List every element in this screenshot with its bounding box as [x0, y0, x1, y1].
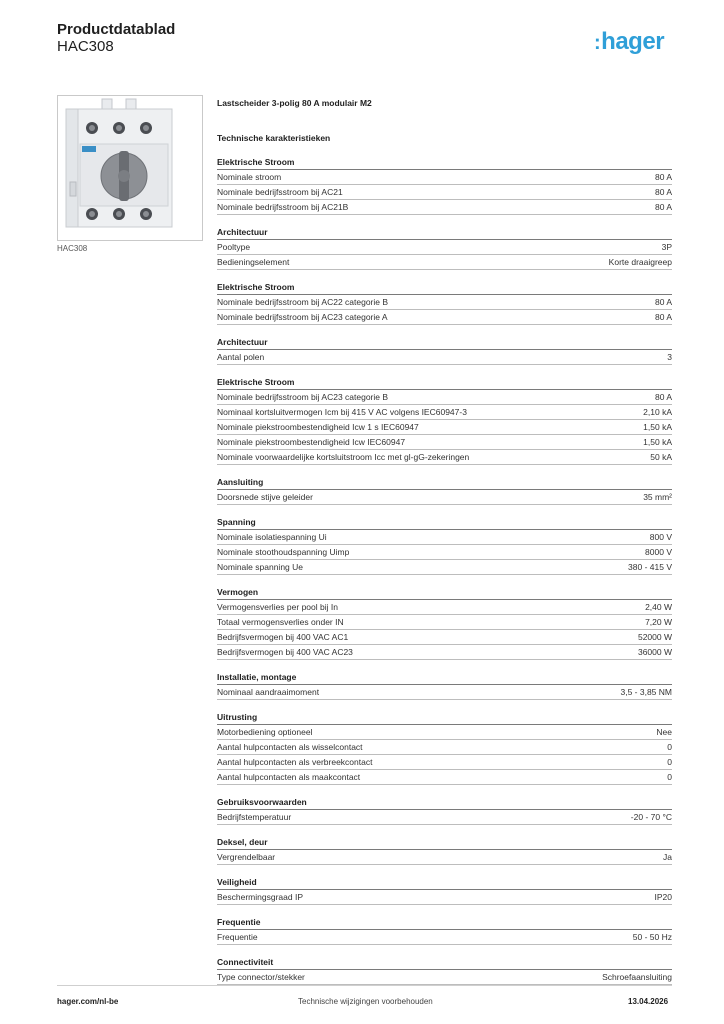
spec-value: Schroefaansluiting	[602, 972, 672, 982]
spec-row	[217, 685, 672, 700]
spec-label: Aantal hulpcontacten als wisselcontact	[217, 742, 363, 752]
spec-label: Aantal hulpcontacten als verbreekcontact	[217, 757, 373, 767]
spec-label: Aantal polen	[217, 352, 265, 362]
spec-label: Bedrijfsvermogen bij 400 VAC AC1	[217, 632, 349, 642]
spec-value: 80 A	[654, 202, 672, 212]
spec-row	[217, 450, 672, 465]
section-title: Elektrische Stroom	[217, 375, 672, 390]
spec-content	[217, 96, 672, 985]
spec-section	[217, 710, 672, 785]
disconnect-switch-photo	[58, 96, 202, 240]
spec-section	[217, 795, 672, 825]
spec-value: 80 A	[654, 187, 672, 197]
spec-value: 50 - 50 Hz	[632, 932, 672, 942]
footer-date: 13.04.2026	[628, 997, 669, 1006]
spec-label: Aantal hulpcontacten als maakcontact	[217, 772, 361, 782]
spec-row	[217, 240, 672, 255]
spec-label: Nominale bedrijfsstroom bij AC23 categorie B	[217, 392, 389, 402]
spec-label: Totaal vermogensverlies onder IN	[217, 617, 344, 627]
spec-label: Type connector/stekker	[217, 972, 305, 982]
footer-disclaimer: Technische wijzigingen voorbehouden	[298, 997, 433, 1006]
spec-label: Nominale isolatiespanning Ui	[217, 532, 327, 542]
section-title: Gebruiksvoorwaarden	[217, 795, 672, 810]
spec-row	[217, 255, 672, 270]
spec-value: 80 A	[654, 392, 672, 402]
section-title: Vermogen	[217, 585, 672, 600]
spec-row	[217, 755, 672, 770]
spec-section	[217, 670, 672, 700]
spec-label: Nominale bedrijfsstroom bij AC21	[217, 187, 343, 197]
spec-label: Nominale bedrijfsstroom bij AC21B	[217, 202, 349, 212]
section-title: Veiligheid	[217, 875, 672, 890]
spec-label: Bedrijfsvermogen bij 400 VAC AC23	[217, 647, 353, 657]
spec-row	[217, 185, 672, 200]
product-image	[57, 95, 203, 241]
spec-label: Nominale piekstroombestendigheid Icw 1 s IEC60947	[217, 422, 419, 432]
spec-section	[217, 915, 672, 945]
section-title: Aansluiting	[217, 475, 672, 490]
spec-row	[217, 930, 672, 945]
hager-logo: :hager	[594, 28, 665, 55]
spec-row	[217, 490, 672, 505]
spec-value: 36000 W	[637, 647, 672, 657]
spec-value: 0	[667, 742, 672, 752]
spec-value: 380 - 415 V	[628, 562, 672, 572]
section-title: Spanning	[217, 515, 672, 530]
spec-value: 0	[667, 772, 672, 782]
spec-row	[217, 615, 672, 630]
spec-value: Korte draaigreep	[608, 257, 672, 267]
spec-value: 7,20 W	[645, 617, 672, 627]
footer-website: hager.com/nl-be	[57, 997, 119, 1006]
spec-row	[217, 545, 672, 560]
spec-label: Vermogensverlies per pool bij In	[217, 602, 338, 612]
spec-row	[217, 530, 672, 545]
spec-row	[217, 295, 672, 310]
spec-value: -20 - 70 °C	[630, 812, 672, 822]
spec-label: Pooltype	[217, 242, 251, 252]
spec-section	[217, 835, 672, 865]
spec-value: Ja	[663, 852, 672, 862]
spec-label: Nominale stroom	[217, 172, 282, 182]
section-title: Installatie, montage	[217, 670, 672, 685]
spec-section	[217, 515, 672, 575]
spec-row	[217, 170, 672, 185]
spec-value: 800 V	[649, 532, 672, 542]
spec-value: 3,5 - 3,85 NM	[620, 687, 672, 697]
section-title: Deksel, deur	[217, 835, 672, 850]
spec-value: 52000 W	[637, 632, 672, 642]
spec-row	[217, 890, 672, 905]
footer-divider	[57, 985, 672, 986]
spec-row	[217, 740, 672, 755]
spec-row	[217, 420, 672, 435]
spec-label: Bedrijfstemperatuur	[217, 812, 292, 822]
spec-section	[217, 280, 672, 325]
spec-sections	[217, 155, 672, 985]
spec-row	[217, 310, 672, 325]
spec-label: Nominaal kortsluitvermogen Icm bij 415 V AC volgens IEC60947-3	[217, 407, 467, 417]
section-title: Connectiviteit	[217, 955, 672, 970]
spec-section	[217, 475, 672, 505]
spec-value: 0	[667, 757, 672, 767]
section-title: Architectuur	[217, 225, 672, 240]
spec-value: 3P	[661, 242, 672, 252]
spec-value: IP20	[654, 892, 672, 902]
product-code: HAC308	[57, 38, 114, 55]
section-title: Elektrische Stroom	[217, 155, 672, 170]
tech-characteristics-title: Technische karakteristieken	[217, 133, 331, 143]
section-title: Elektrische Stroom	[217, 280, 672, 295]
page-title: Productdatablad	[57, 21, 176, 38]
logo-text: hager	[601, 28, 665, 55]
spec-row	[217, 560, 672, 575]
product-image-caption: HAC308	[57, 244, 88, 253]
spec-label: Nominale piekstroombestendigheid Icw IEC60947	[217, 437, 406, 447]
spec-value: 8000 V	[645, 547, 672, 557]
spec-label: Nominale spanning Ue	[217, 562, 303, 572]
spec-section	[217, 335, 672, 365]
spec-value: 2,40 W	[645, 602, 672, 612]
spec-row	[217, 970, 672, 985]
spec-row	[217, 645, 672, 660]
spec-section	[217, 225, 672, 270]
spec-label: Vergrendelbaar	[217, 852, 276, 862]
spec-row	[217, 850, 672, 865]
spec-label: Nominale voorwaardelijke kortsluitstroom Icc met gl-gG-zekeringen	[217, 452, 470, 462]
spec-label: Doorsnede stijve geleider	[217, 492, 313, 502]
spec-value: 80 A	[654, 297, 672, 307]
spec-label: Nominale bedrijfsstroom bij AC23 categorie A	[217, 312, 388, 322]
spec-label: Nominale stoothoudspanning Uimp	[217, 547, 350, 557]
spec-section	[217, 585, 672, 660]
spec-row	[217, 390, 672, 405]
spec-row	[217, 405, 672, 420]
section-title: Architectuur	[217, 335, 672, 350]
spec-row	[217, 200, 672, 215]
spec-value: 80 A	[654, 312, 672, 322]
spec-label: Bedieningselement	[217, 257, 290, 267]
spec-value: Nee	[656, 727, 672, 737]
spec-value: 3	[667, 352, 672, 362]
spec-value: 1,50 kA	[643, 422, 672, 432]
spec-row	[217, 600, 672, 615]
spec-value: 1,50 kA	[643, 437, 672, 447]
spec-label: Nominaal aandraaimoment	[217, 687, 320, 697]
spec-section	[217, 955, 672, 985]
spec-value: 50 kA	[650, 452, 672, 462]
spec-label: Frequentie	[217, 932, 258, 942]
spec-section	[217, 155, 672, 215]
section-title: Uitrusting	[217, 710, 672, 725]
spec-row	[217, 350, 672, 365]
spec-row	[217, 435, 672, 450]
spec-label: Nominale bedrijfsstroom bij AC22 categorie B	[217, 297, 389, 307]
spec-value: 80 A	[654, 172, 672, 182]
spec-section	[217, 875, 672, 905]
product-description: Lastscheider 3-polig 80 A modulair M2	[217, 98, 372, 108]
spec-section	[217, 375, 672, 465]
spec-row	[217, 630, 672, 645]
spec-row	[217, 770, 672, 785]
spec-value: 35 mm²	[643, 492, 672, 502]
spec-row	[217, 725, 672, 740]
section-title: Frequentie	[217, 915, 672, 930]
spec-label: Beschermingsgraad IP	[217, 892, 303, 902]
spec-row	[217, 810, 672, 825]
spec-label: Motorbediening optioneel	[217, 727, 313, 737]
spec-value: 2,10 kA	[643, 407, 672, 417]
